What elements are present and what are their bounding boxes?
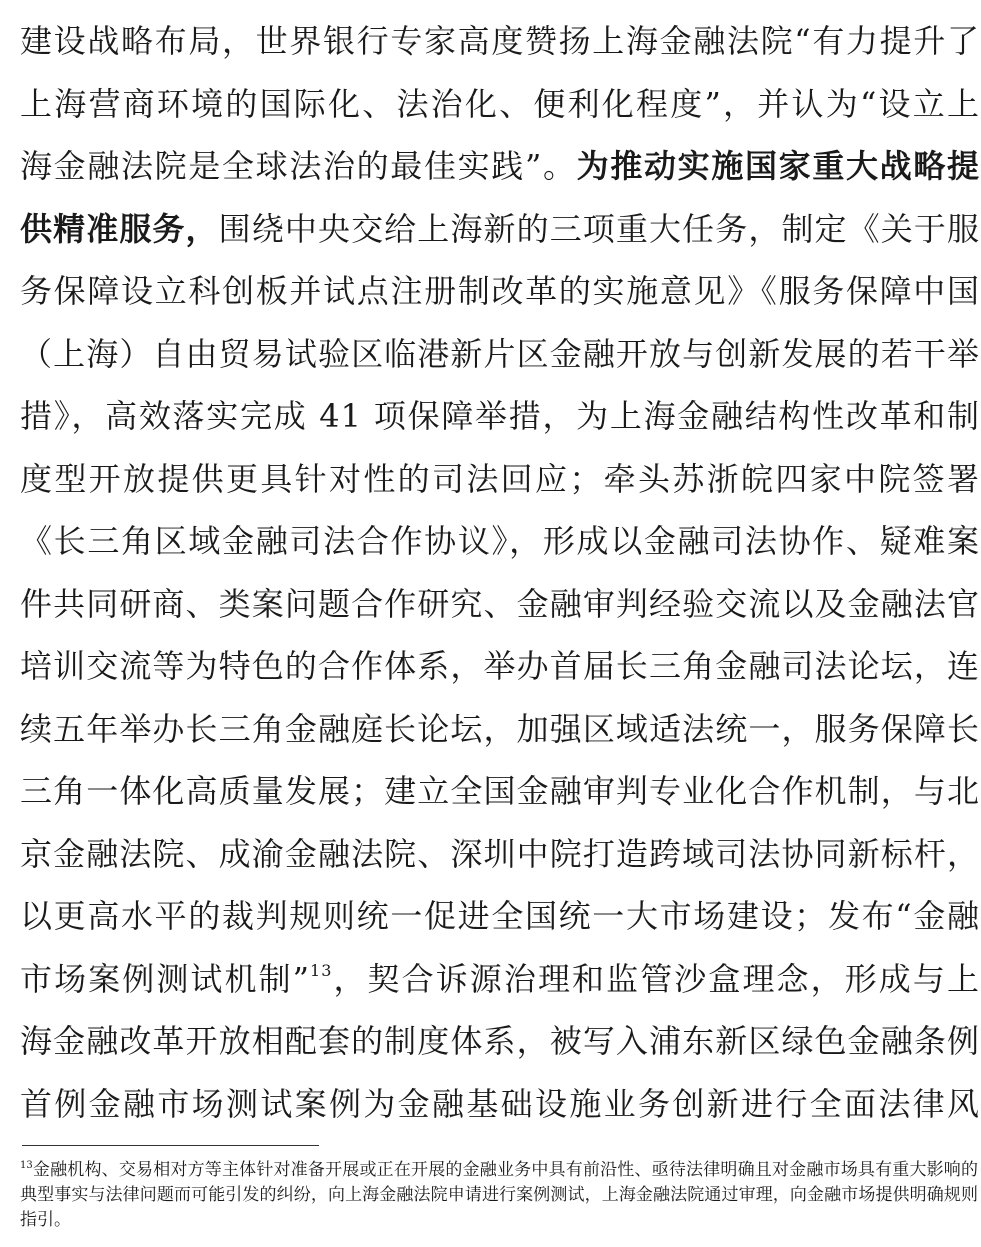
text-line: 《长三角区域金融司法合作协议》，形成以金融司法协作、疑难案 <box>20 522 980 560</box>
text-line: 务保障设立科创板并试点注册制改革的实施意见》《服务保障中国 <box>20 272 980 310</box>
text-line: 京金融法院、成渝金融法院、深圳中院打造跨域司法协同新标杆， <box>20 834 980 873</box>
text-line <box>20 135 980 198</box>
text-line: 首例金融市场测试案例为金融基础设施业务创新进行全面法律风 <box>20 1084 980 1123</box>
text-line: 上海营商环境的国际化、法治化、便利化程度”，并认为“设立上 <box>20 84 980 123</box>
footnote-text: 金融机构、交易相对方等主体针对准备开展或正在开展的金融业务中具有前沿性、亟待法律明确且对金融市场具有重大影响的典型事实与法律问题而可能引发的纠纷，向上海金融法院申请进行案例测试，上海金融法院通过审理，向金融市场提供明确规则指引。 <box>20 1160 978 1230</box>
text-line: 海金融改革开放相配套的制度体系，被写入浦东新区绿色金融条例 <box>20 1022 980 1060</box>
text-bold-emphasis: 供精准服务， <box>20 209 219 248</box>
text-line: （上海）自由贸易试验区临港新片区金融开放与创新发展的若干举 <box>20 334 980 373</box>
text-line <box>20 198 980 261</box>
text-normal: 围绕中央交给上海新的三项重大任务，制定《关于服 <box>218 209 980 248</box>
text-line <box>20 948 980 1011</box>
text-line: 以更高水平的裁判规则统一促进全国统一大市场建设；发布“金融 <box>20 897 980 935</box>
text-line: 培训交流等为特色的合作体系，举办首届长三角金融司法论坛，连 <box>20 647 980 685</box>
body-paragraph <box>20 10 980 1135</box>
text-line: 三角一体化高质量发展；建立全国金融审判专业化合作机制，与北 <box>20 772 980 810</box>
text-line: 建设战略布局，世界银行专家高度赞扬上海金融法院“有力提升了 <box>20 22 980 60</box>
footnote <box>20 1158 978 1233</box>
text-line: 续五年举办长三角金融庭长论坛，加强区域适法统一，服务保障长 <box>20 709 980 748</box>
footnote-marker: 13 <box>20 1160 33 1171</box>
text-line: 件共同研商、类案问题合作研究、金融审判经验交流以及金融法官 <box>20 584 980 623</box>
text-line: 措》，高效落实完成 41 项保障举措，为上海金融结构性改革和制 <box>20 397 980 435</box>
text-normal: ，契合诉源治理和监管沙盒理念，形成与上 <box>332 959 980 998</box>
text-normal: 市场案例测试机制” <box>20 959 311 998</box>
text-line: 度型开放提供更具针对性的司法回应；牵头苏浙皖四家中院签署 <box>20 459 980 498</box>
footnote-divider <box>22 1145 319 1146</box>
text-bold-emphasis: 为推动实施国家重大战略提 <box>576 147 980 185</box>
text-normal: 海金融法院是全球法治的最佳实践”。 <box>20 147 577 185</box>
footnote-reference: 13 <box>310 960 333 980</box>
